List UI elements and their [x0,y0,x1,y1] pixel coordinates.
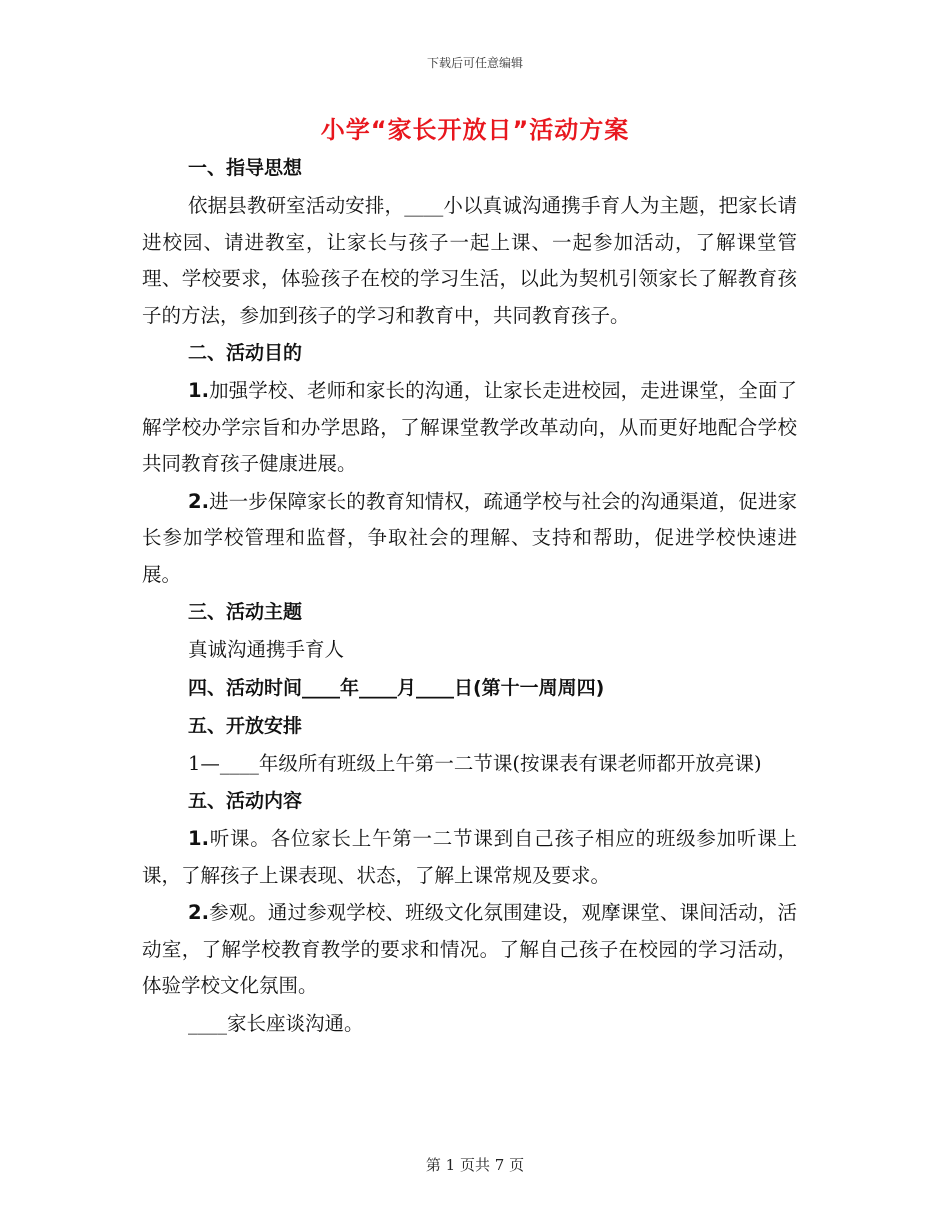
section-heading-activity-content: 五、活动内容 [188,790,303,812]
section-heading-activity-goal: 二、活动目的 [188,342,303,364]
section-heading-open-arrangement: 五、开放安排 [188,714,303,737]
section-heading-activity-time: 四、活动时间____年____月____日(第十一周周四) [188,676,605,699]
header-note: 下载后可任意编辑 [426,56,523,70]
page-footer: 第 1 页共 7 页 [425,1156,525,1174]
section-heading-guiding-thought: 一、指导思想 [188,157,303,179]
section-heading-activity-theme: 三、活动主题 [188,601,303,623]
paragraph-goal-1 [142,373,797,483]
item-number: 1. [188,827,209,850]
paragraph-guiding-thought: 依据县教研室活动安排，____小以真诚沟通携手育人为主题，把家长请进校园、请进教室，让家长与孩子一起上课、一起参加活动，了解课堂管理、学校要求，体验孩子在校的学习生活，以此为契机引领家长了解教育孩子的方法，参加到孩子的学习和教育中，共同教育孩子。 [142,194,797,327]
paragraph-content-3: ____家长座谈沟通。 [188,1011,364,1035]
item-text: 加强学校、老师和家长的沟通，让家长走进校园，走进课堂，全面了解学校办学宗旨和办学思路，了解课堂教学改革动向，从而更好地配合学校共同教育孩子健康进展。 [142,379,797,475]
item-number: 2. [188,489,209,513]
paragraph-goal-2 [142,484,797,594]
paragraph-activity-theme: 真诚沟通携手育人 [188,638,345,661]
item-text: 参观。通过参观学校、班级文化氛围建设，观摩课堂、课间活动，活动室，了解学校教育教学的要求和情况。了解自己孩子在校园的学习活动，体验学校文化氛围。 [142,901,797,997]
document-title: 小学“家长开放日”活动方案 [320,116,630,144]
document-body [142,150,797,1043]
item-number: 1. [188,379,209,402]
item-number: 2. [188,901,209,924]
paragraph-content-2 [142,895,797,1005]
item-text: 听课。各位家长上午第一二节课到自己孩子相应的班级参加听课上课，了解孩子上课表现、状态，了解上课常规及要求。 [142,827,797,887]
item-text: 进一步保障家长的教育知情权，疏通学校与社会的沟通渠道，促进家长参加学校管理和监督，争取社会的理解、支持和帮助，促进学校快速进展。 [142,489,797,586]
paragraph-open-arrangement: 1—____年级所有班级上午第一二节课(按课表有课老师都开放亮课) [188,751,762,775]
paragraph-content-1 [142,821,797,894]
